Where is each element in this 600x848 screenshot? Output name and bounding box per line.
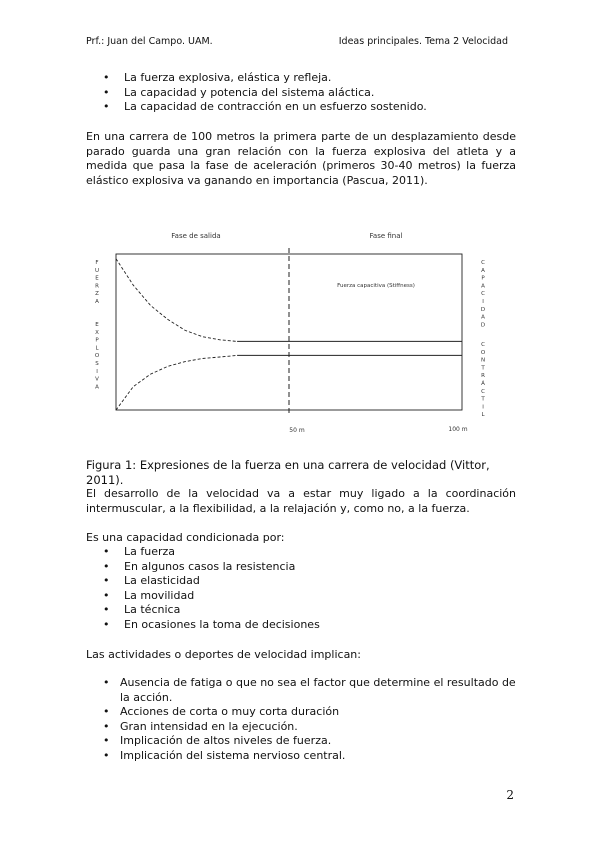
- right-axis-label-1: C A P A C I D A D: [480, 260, 486, 329]
- paragraph-actividades: Las actividades o deportes de velocidad implican:: [86, 648, 361, 661]
- list-item: • Acciones de corta o muy corta duración: [86, 705, 516, 720]
- force-chart: [86, 226, 506, 440]
- list-item: • En ocasiones la toma de decisiones: [86, 618, 516, 633]
- list-item: • La capacidad y potencia del sistema aláctica.: [86, 86, 516, 101]
- header-left: Prf.: Juan del Campo. UAM.: [86, 36, 213, 47]
- page-number: 2: [506, 788, 514, 802]
- bullet-list-2: [86, 545, 516, 632]
- plot-area: [116, 248, 462, 416]
- bullet-list-1: [86, 71, 516, 115]
- paragraph-carrera: En una carrera de 100 metros la primera parte de un desplazamiento desde parado guarda una gran relación con la fuerza explosiva del atleta y a medida que pasa la fase de aceleración (primeros 30-40 metros) la fuerza elástico explosiva va ganando en importancia (Pascua, 2011).: [86, 130, 516, 187]
- phase-label-salida: Fase de salida: [171, 232, 221, 240]
- series-line-1-dashed: [116, 355, 237, 410]
- list-item: • Ausencia de fatiga o que no sea el factor que determine el resultado de la acción.: [86, 676, 516, 705]
- header-right: Ideas principales. Tema 2 Velocidad: [338, 36, 508, 47]
- figure-caption: Figura 1: Expresiones de la fuerza en una carrera de velocidad (Vittor, 2011).: [86, 458, 490, 487]
- list-item: • La fuerza: [86, 545, 516, 560]
- left-axis-label-1: F U E R Z A: [94, 260, 100, 305]
- list-item: • La elasticidad: [86, 574, 516, 589]
- right-axis-label-2: C O N T R Á C T I L: [480, 342, 486, 419]
- series-line-0-dashed: [116, 259, 237, 342]
- bullet-list-3: [86, 676, 516, 763]
- phase-label-final: Fase final: [369, 232, 403, 240]
- list-item: • Implicación del sistema nervioso central.: [86, 749, 516, 764]
- list-item: • La capacidad de contracción en un esfuerzo sostenido.: [86, 100, 516, 115]
- list-item: • La técnica: [86, 603, 516, 618]
- x-tick-label: 50 m: [289, 427, 305, 434]
- center-label: Fuerza capacitiva (Stiffness): [337, 283, 415, 289]
- list-item: • La movilidad: [86, 589, 516, 604]
- paragraph-condicionada: Es una capacidad condicionada por:: [86, 531, 285, 544]
- list-item: • Implicación de altos niveles de fuerza.: [86, 734, 516, 749]
- list-item: • Gran intensidad en la ejecución.: [86, 720, 516, 735]
- x-tick-label: 100 m: [448, 426, 468, 433]
- list-item: • En algunos casos la resistencia: [86, 560, 516, 575]
- left-axis-label-2: E X P L O S I V A: [94, 322, 100, 391]
- paragraph-desarrollo: El desarrollo de la velocidad va a estar muy ligado a la coordinación intermuscular, a la flexibilidad, a la relajación y, como no, a la fuerza.: [86, 487, 516, 515]
- list-item: • La fuerza explosiva, elástica y refleja.: [86, 71, 516, 86]
